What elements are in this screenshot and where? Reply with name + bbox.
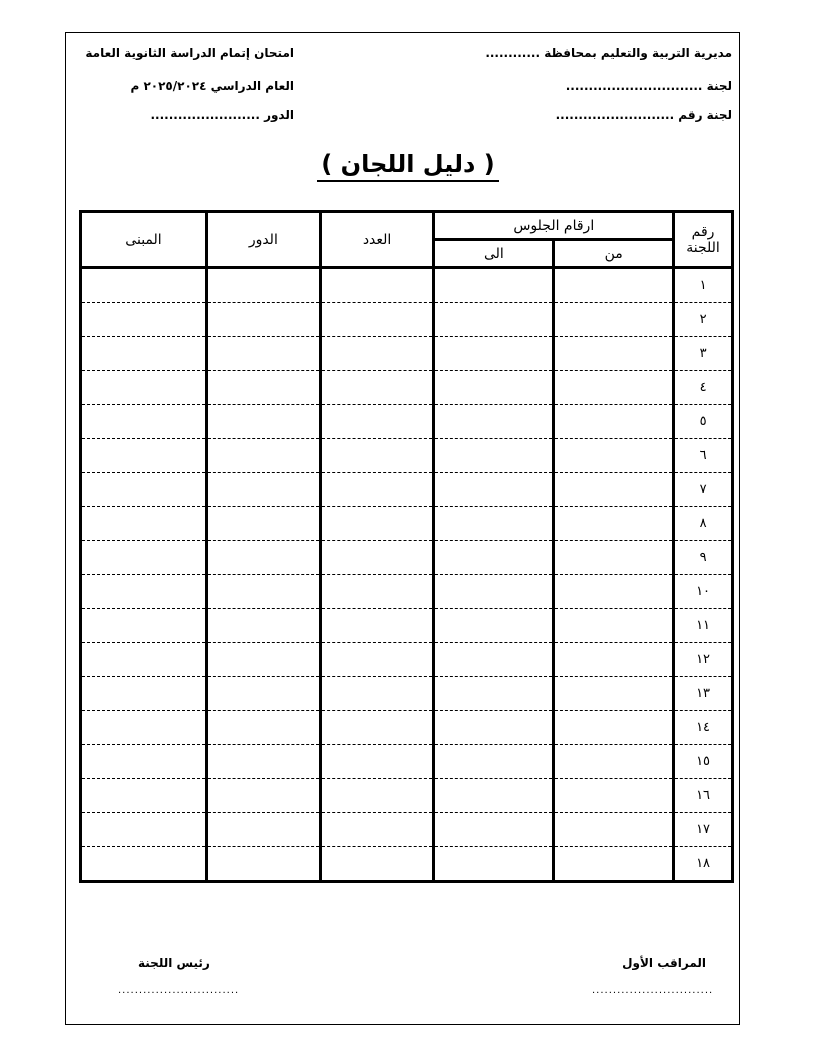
seat-to-cell[interactable] bbox=[434, 268, 554, 303]
seat-from-cell[interactable] bbox=[554, 779, 674, 813]
floor-cell[interactable] bbox=[206, 643, 320, 677]
seat-to-cell[interactable] bbox=[434, 643, 554, 677]
seat-to-cell[interactable] bbox=[434, 439, 554, 473]
header-committee-number bbox=[674, 212, 733, 268]
committee-number-cell: ١٠ bbox=[674, 575, 733, 609]
table-row bbox=[81, 507, 733, 541]
floor-cell[interactable] bbox=[206, 303, 320, 337]
count-cell[interactable] bbox=[320, 745, 434, 779]
floor-cell[interactable] bbox=[206, 337, 320, 371]
floor-cell[interactable] bbox=[206, 473, 320, 507]
seat-to-cell[interactable] bbox=[434, 745, 554, 779]
floor-cell[interactable] bbox=[206, 405, 320, 439]
header-building: المبنى bbox=[81, 212, 207, 268]
table-row bbox=[81, 439, 733, 473]
count-cell[interactable] bbox=[320, 779, 434, 813]
seat-to-cell[interactable] bbox=[434, 541, 554, 575]
table-row bbox=[81, 677, 733, 711]
seat-to-cell[interactable] bbox=[434, 405, 554, 439]
count-cell[interactable] bbox=[320, 268, 434, 303]
count-cell[interactable] bbox=[320, 337, 434, 371]
seat-to-cell[interactable] bbox=[434, 575, 554, 609]
table-row bbox=[81, 303, 733, 337]
seat-to-cell[interactable] bbox=[434, 779, 554, 813]
building-cell[interactable] bbox=[81, 405, 207, 439]
floor-cell[interactable] bbox=[206, 779, 320, 813]
seat-from-cell[interactable] bbox=[554, 473, 674, 507]
seat-from-cell[interactable] bbox=[554, 711, 674, 745]
count-cell[interactable] bbox=[320, 711, 434, 745]
building-cell[interactable] bbox=[81, 609, 207, 643]
seat-from-cell[interactable] bbox=[554, 371, 674, 405]
building-cell[interactable] bbox=[81, 813, 207, 847]
page-title-text: ( دليل اللجان ) bbox=[317, 150, 498, 182]
seat-from-cell[interactable] bbox=[554, 609, 674, 643]
count-cell[interactable] bbox=[320, 575, 434, 609]
seat-from-cell[interactable] bbox=[554, 575, 674, 609]
floor-cell[interactable] bbox=[206, 575, 320, 609]
building-cell[interactable] bbox=[81, 268, 207, 303]
seat-to-cell[interactable] bbox=[434, 677, 554, 711]
seat-from-cell[interactable] bbox=[554, 847, 674, 882]
table-row bbox=[81, 473, 733, 507]
seat-from-cell[interactable] bbox=[554, 677, 674, 711]
seat-to-cell[interactable] bbox=[434, 711, 554, 745]
header-count: العدد bbox=[320, 212, 434, 268]
building-cell[interactable] bbox=[81, 371, 207, 405]
header-floor: الدور bbox=[206, 212, 320, 268]
count-cell[interactable] bbox=[320, 541, 434, 575]
building-cell[interactable] bbox=[81, 711, 207, 745]
table-row bbox=[81, 405, 733, 439]
seat-from-cell[interactable] bbox=[554, 643, 674, 677]
seat-from-cell[interactable] bbox=[554, 507, 674, 541]
header-to: الى bbox=[434, 240, 554, 268]
floor-cell[interactable] bbox=[206, 813, 320, 847]
first-observer-signature-line: ............................. bbox=[592, 985, 714, 996]
directorate-line: مديرية التربية والتعليم بمحافظة ............ bbox=[485, 46, 732, 60]
committee-head-signature-line: ............................. bbox=[118, 985, 240, 996]
building-cell[interactable] bbox=[81, 643, 207, 677]
committee-number-cell: ٤ bbox=[674, 371, 733, 405]
floor-cell[interactable] bbox=[206, 439, 320, 473]
count-cell[interactable] bbox=[320, 813, 434, 847]
table-row bbox=[81, 575, 733, 609]
committee-number-cell: ١٥ bbox=[674, 745, 733, 779]
seat-to-cell[interactable] bbox=[434, 507, 554, 541]
count-cell[interactable] bbox=[320, 677, 434, 711]
building-cell[interactable] bbox=[81, 745, 207, 779]
floor-cell[interactable] bbox=[206, 745, 320, 779]
committee-number-cell: ١٢ bbox=[674, 643, 733, 677]
committee-number-cell: ٥ bbox=[674, 405, 733, 439]
committee-number-cell: ١٣ bbox=[674, 677, 733, 711]
table-row bbox=[81, 337, 733, 371]
count-cell[interactable] bbox=[320, 609, 434, 643]
building-cell[interactable] bbox=[81, 303, 207, 337]
floor-cell[interactable] bbox=[206, 711, 320, 745]
exam-title-line: امتحان إتمام الدراسة الثانوية العامة bbox=[85, 46, 294, 60]
committee-head-label: رئيس اللجنة bbox=[138, 956, 210, 970]
floor-cell[interactable] bbox=[206, 847, 320, 882]
seat-from-cell[interactable] bbox=[554, 541, 674, 575]
committee-number-cell: ١٨ bbox=[674, 847, 733, 882]
seat-from-cell[interactable] bbox=[554, 813, 674, 847]
count-cell[interactable] bbox=[320, 473, 434, 507]
count-cell[interactable] bbox=[320, 507, 434, 541]
committee-number-cell: ٢ bbox=[674, 303, 733, 337]
seat-from-cell[interactable] bbox=[554, 268, 674, 303]
header-committee-number-line2: اللجنة bbox=[686, 239, 720, 256]
building-cell[interactable] bbox=[81, 847, 207, 882]
table-row bbox=[81, 541, 733, 575]
count-cell[interactable] bbox=[320, 643, 434, 677]
committee-number-line: لجنة رقم .......................... bbox=[555, 108, 732, 122]
building-cell[interactable] bbox=[81, 473, 207, 507]
building-cell[interactable] bbox=[81, 439, 207, 473]
committee-number-cell: ١١ bbox=[674, 609, 733, 643]
header-from: من bbox=[554, 240, 674, 268]
seat-from-cell[interactable] bbox=[554, 439, 674, 473]
committee-number-cell: ١٧ bbox=[674, 813, 733, 847]
table-row bbox=[81, 609, 733, 643]
header-committee-number-line1: رقم bbox=[691, 223, 715, 240]
committee-line: لجنة .............................. bbox=[565, 79, 732, 93]
seat-from-cell[interactable] bbox=[554, 337, 674, 371]
seat-to-cell[interactable] bbox=[434, 473, 554, 507]
committee-number-cell: ٩ bbox=[674, 541, 733, 575]
floor-cell[interactable] bbox=[206, 507, 320, 541]
building-cell[interactable] bbox=[81, 507, 207, 541]
seat-to-cell[interactable] bbox=[434, 337, 554, 371]
building-cell[interactable] bbox=[81, 677, 207, 711]
committee-number-cell: ٧ bbox=[674, 473, 733, 507]
committee-number-cell: ١ bbox=[674, 268, 733, 303]
seat-to-cell[interactable] bbox=[434, 609, 554, 643]
count-cell[interactable] bbox=[320, 405, 434, 439]
count-cell[interactable] bbox=[320, 371, 434, 405]
seat-from-cell[interactable] bbox=[554, 405, 674, 439]
seat-from-cell[interactable] bbox=[554, 745, 674, 779]
committee-number-cell: ١٦ bbox=[674, 779, 733, 813]
seat-to-cell[interactable] bbox=[434, 303, 554, 337]
seat-to-cell[interactable] bbox=[434, 847, 554, 882]
building-cell[interactable] bbox=[81, 779, 207, 813]
committee-number-cell: ٦ bbox=[674, 439, 733, 473]
committees-table bbox=[79, 210, 734, 883]
table-row bbox=[81, 371, 733, 405]
header-seat-numbers: ارقام الجلوس bbox=[434, 212, 674, 240]
page-title bbox=[0, 150, 816, 178]
seat-to-cell[interactable] bbox=[434, 813, 554, 847]
floor-cell[interactable] bbox=[206, 371, 320, 405]
committee-number-cell: ١٤ bbox=[674, 711, 733, 745]
committee-number-cell: ٨ bbox=[674, 507, 733, 541]
floor-cell[interactable] bbox=[206, 268, 320, 303]
building-cell[interactable] bbox=[81, 575, 207, 609]
count-cell[interactable] bbox=[320, 439, 434, 473]
table-row bbox=[81, 847, 733, 882]
floor-cell[interactable] bbox=[206, 677, 320, 711]
floor-cell[interactable] bbox=[206, 541, 320, 575]
first-observer-label: المراقب الأول bbox=[622, 956, 706, 970]
table-row bbox=[81, 643, 733, 677]
seat-from-cell[interactable] bbox=[554, 303, 674, 337]
count-cell[interactable] bbox=[320, 303, 434, 337]
building-cell[interactable] bbox=[81, 337, 207, 371]
count-cell[interactable] bbox=[320, 847, 434, 882]
committee-number-cell: ٣ bbox=[674, 337, 733, 371]
seat-to-cell[interactable] bbox=[434, 371, 554, 405]
academic-year-line: العام الدراسي ٢٠٢٥/٢٠٢٤ م bbox=[130, 79, 294, 93]
table-row bbox=[81, 711, 733, 745]
table-row bbox=[81, 813, 733, 847]
floor-cell[interactable] bbox=[206, 609, 320, 643]
building-cell[interactable] bbox=[81, 541, 207, 575]
table-row bbox=[81, 745, 733, 779]
table-row bbox=[81, 268, 733, 303]
session-line: الدور ........................ bbox=[150, 108, 294, 122]
table-row bbox=[81, 779, 733, 813]
